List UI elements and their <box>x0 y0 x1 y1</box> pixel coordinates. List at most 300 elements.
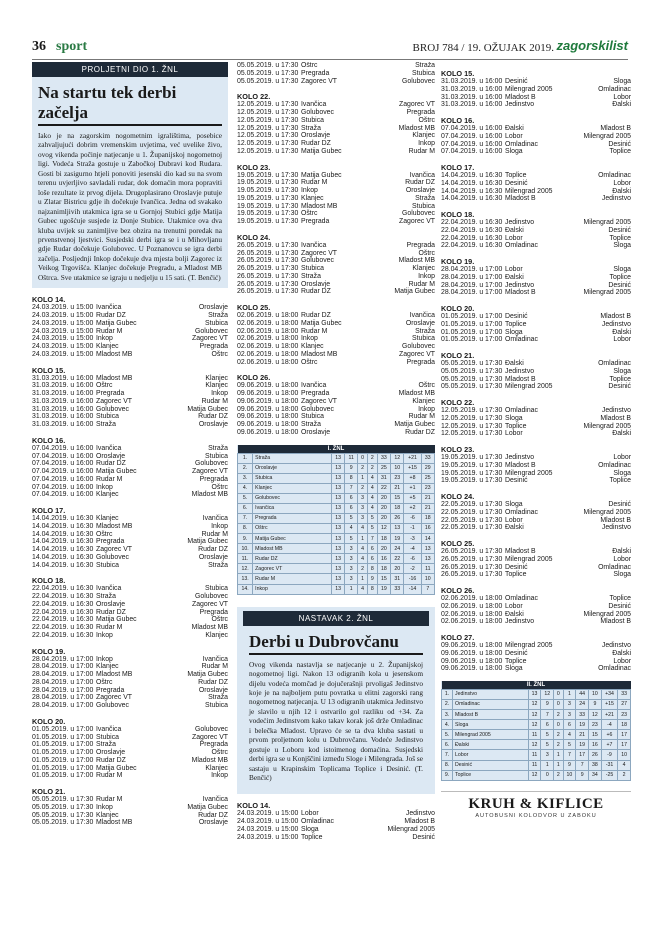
home-team: Oroslavje <box>96 452 126 460</box>
team-name: Milengrad 2005 <box>453 730 529 740</box>
match-row <box>441 611 631 619</box>
match-date: 14.04.2019. u 16:30 <box>32 522 94 530</box>
table-cell: 33 <box>576 710 589 720</box>
away-team: Mladost MB <box>191 491 228 499</box>
table-cell: -25 <box>601 770 617 780</box>
home-team: Omladinac <box>505 595 538 602</box>
match-row <box>441 274 631 282</box>
round-title: KOLO 21. <box>32 787 66 796</box>
home-team: Stubica <box>301 116 324 124</box>
home-team: Omladinac <box>505 242 538 250</box>
fixture-round <box>441 492 631 532</box>
match-date: 12.05.2019. u 17:30 <box>237 147 299 155</box>
home-team: Mladost MB <box>96 671 133 678</box>
table-cell: 9 <box>345 463 358 473</box>
table-row <box>238 473 435 483</box>
match-date: 24.03.2019. u 15:00 <box>237 810 299 818</box>
team-name: Desinić <box>453 760 529 770</box>
column-2 <box>237 62 435 928</box>
away-team: Klanjec <box>412 132 435 140</box>
fixture-round <box>237 801 435 841</box>
match-date: 28.04.2019. u 17:00 <box>32 686 94 694</box>
table-cell: 15 <box>377 574 390 584</box>
table-row <box>442 760 631 770</box>
match-row <box>441 242 631 250</box>
round-title: KOLO 16. <box>32 435 66 445</box>
table-cell: 0 <box>358 453 368 463</box>
away-team: Milengrad 2005 <box>583 610 631 618</box>
table-row <box>442 740 631 750</box>
match-date: 14.04.2019. u 16:30 <box>32 553 94 561</box>
away-team: Pregrada <box>406 241 435 249</box>
match-row <box>441 571 631 579</box>
table-cell: 2 <box>358 483 368 493</box>
table-cell: 33 <box>377 453 390 463</box>
home-team: Toplice <box>505 320 527 328</box>
team-name: Zagorec VT <box>253 564 332 574</box>
home-team: Mladost MB <box>96 350 133 358</box>
match-row <box>441 336 631 344</box>
away-team: Straža <box>208 312 228 319</box>
match-date: 26.05.2019. u 17:30 <box>441 555 503 563</box>
match-row <box>441 501 631 509</box>
match-date: 02.06.2019. u 18:00 <box>237 312 299 319</box>
away-team: Stubica <box>205 585 228 593</box>
table-cell: 5 <box>345 513 358 523</box>
away-team: Inkop <box>211 522 228 530</box>
match-row <box>237 413 435 421</box>
match-date: 19.05.2019. u 17:30 <box>441 469 503 477</box>
home-team: Klanjec <box>96 491 119 499</box>
away-team: Matija Gubec <box>394 421 435 428</box>
issue-info: BROJ 784 / 19. OŽUJAK 2019. <box>412 42 554 54</box>
match-row <box>32 421 228 429</box>
table-cell: -16 <box>404 574 421 584</box>
round-title: KOLO 20. <box>441 304 475 313</box>
table-cell: +15 <box>601 700 617 710</box>
round-title: KOLO 17. <box>32 506 66 515</box>
home-team: Mladost MB <box>96 819 133 827</box>
home-team: Sloga <box>505 665 523 673</box>
match-date: 07.04.2019. u 16:00 <box>441 148 503 156</box>
match-date: 26.05.2019. u 17:30 <box>237 280 299 288</box>
page-number: 36 <box>32 39 46 54</box>
match-row <box>237 834 435 842</box>
away-team: Matija Gubec <box>394 288 435 296</box>
away-team: Stubica <box>205 702 228 709</box>
table-cell: 10 <box>563 770 576 780</box>
home-team: Zagorec VT <box>96 397 132 405</box>
table-cell: 12 <box>528 710 541 720</box>
table-cell: 12 <box>377 524 390 534</box>
match-row <box>32 812 228 820</box>
match-row <box>237 250 435 258</box>
table-cell: 1 <box>358 574 368 584</box>
away-team: Oroslavje <box>198 686 228 694</box>
home-team: Matija Gubec <box>301 147 342 155</box>
away-team: Ivančica <box>202 515 228 522</box>
fixtures-col1 <box>32 295 228 827</box>
away-team: Inkop <box>418 140 435 147</box>
home-team: Rudar M <box>301 327 328 335</box>
away-team: Rudar M <box>408 413 435 421</box>
table-cell: 13 <box>331 463 344 473</box>
fixture-round <box>32 576 228 639</box>
match-row <box>441 180 631 188</box>
table-row <box>442 770 631 780</box>
table-cell: 5 <box>367 513 377 523</box>
round-title: KOLO 27. <box>441 633 475 642</box>
table-cell: 31 <box>377 473 390 483</box>
away-team: Golubovec <box>195 593 228 600</box>
home-team: Sloga <box>505 414 523 422</box>
team-name: Đalski <box>453 740 529 750</box>
round-title: KOLO 19. <box>32 646 66 656</box>
away-team: Pregrada <box>199 608 228 616</box>
match-row <box>237 187 435 195</box>
match-row <box>32 796 228 804</box>
table-cell: 6. <box>238 503 253 513</box>
away-team: Klanjec <box>205 764 228 772</box>
team-name: Pregrada <box>253 513 332 523</box>
home-team: Pregrada <box>96 686 125 694</box>
match-date: 24.03.2019. u 15:00 <box>237 825 299 833</box>
match-row <box>32 765 228 773</box>
match-date: 22.04.2019. u 16:30 <box>441 219 503 226</box>
match-row <box>32 312 228 320</box>
round-title: KOLO 20. <box>32 716 66 726</box>
table-cell: 33 <box>391 584 404 594</box>
away-team: Zagorec VT <box>192 335 228 343</box>
home-team: Oštrc <box>301 358 318 366</box>
ad-banner <box>441 791 631 819</box>
home-team: Klanjec <box>96 811 119 819</box>
match-row <box>32 749 228 757</box>
match-date: 14.04.2019. u 16:30 <box>32 546 94 553</box>
match-row <box>441 141 631 149</box>
away-team: Desinić <box>608 602 631 610</box>
home-team: Rudar DZ <box>96 756 126 764</box>
match-date: 12.05.2019. u 17:30 <box>237 116 299 124</box>
round-title: KOLO 21. <box>441 351 475 360</box>
match-date: 09.06.2019. u 18:00 <box>237 428 299 436</box>
table-cell: 6 <box>345 493 358 503</box>
table-cell: 9 <box>576 770 589 780</box>
table-cell: 12 <box>528 720 541 730</box>
table-cell: 21 <box>421 503 434 513</box>
fixtures-col2 <box>237 62 435 437</box>
home-team: Matija Gubec <box>96 764 137 772</box>
away-team: Oroslavje <box>405 319 435 327</box>
table-cell: 38 <box>589 760 602 770</box>
home-team: Klanjec <box>96 343 119 350</box>
home-team: Golubovec <box>96 405 129 413</box>
away-team: Đalski <box>612 430 631 438</box>
round-title: KOLO 25. <box>237 303 271 312</box>
home-team: Sloga <box>301 825 319 833</box>
table-cell: 9 <box>541 700 554 710</box>
home-team: Sloga <box>505 328 523 336</box>
table-cell: +34 <box>601 690 617 700</box>
match-row <box>237 351 435 359</box>
match-row <box>237 421 435 429</box>
away-team: Desinić <box>608 226 631 234</box>
away-team: Ivančica <box>409 171 435 179</box>
away-team: Lobor <box>613 555 631 563</box>
match-date: 26.05.2019. u 17:30 <box>237 257 299 265</box>
round-title: KOLO 24. <box>441 492 475 501</box>
match-row <box>441 517 631 525</box>
home-team: Zagorec VT <box>301 249 337 257</box>
away-team: Omladinac <box>598 461 631 469</box>
home-team: Toplice <box>505 571 527 579</box>
match-date: 12.05.2019. u 17:30 <box>237 101 299 109</box>
away-team: Ivančica <box>202 796 228 803</box>
home-team: Jedinstvo <box>505 281 535 289</box>
match-row <box>32 562 228 570</box>
table-cell: 15 <box>391 493 404 503</box>
table-cell: 3 <box>541 750 554 760</box>
match-row <box>237 312 435 320</box>
table-cell: 12 <box>391 453 404 463</box>
match-row <box>441 86 631 94</box>
away-team: Matija Gubec <box>187 671 228 678</box>
table-row <box>442 700 631 710</box>
away-team: Jedinstvo <box>601 407 631 414</box>
table-cell: 4 <box>345 524 358 534</box>
match-row <box>32 656 228 664</box>
match-date: 19.05.2019. u 17:30 <box>237 171 299 179</box>
match-row <box>237 281 435 289</box>
away-team: Rudar DZ <box>198 546 228 553</box>
match-date: 01.05.2019. u 17:00 <box>32 725 94 733</box>
article-2znl <box>237 607 435 795</box>
match-date: 28.04.2019. u 17:00 <box>441 273 503 281</box>
away-team: Rudar M <box>408 280 435 288</box>
table-cell: 12 <box>528 740 541 750</box>
away-team: Ivančica <box>202 655 228 663</box>
table-row <box>238 493 435 503</box>
round-title: KOLO 19. <box>441 257 475 266</box>
match-row <box>32 453 228 461</box>
table-cell: 4 <box>358 544 368 554</box>
table-cell: 2 <box>618 770 631 780</box>
table-cell: 20 <box>377 544 390 554</box>
away-team: Toplice <box>609 375 631 383</box>
match-row <box>441 556 631 564</box>
fixture-round <box>441 69 631 109</box>
away-team: Milengrad 2005 <box>583 219 631 226</box>
table-cell: 2. <box>442 700 453 710</box>
table-title: I. ŽNL <box>238 445 435 454</box>
match-row <box>441 321 631 329</box>
match-date: 01.05.2019. u 17:00 <box>32 741 94 749</box>
match-row <box>32 687 228 695</box>
away-team: Oštrc <box>211 350 228 358</box>
away-team: Zagorec VT <box>192 468 228 475</box>
standings-table-2 <box>441 681 631 781</box>
match-date: 19.05.2019. u 17:30 <box>237 210 299 218</box>
table-row <box>238 503 435 513</box>
match-row <box>32 515 228 523</box>
match-row <box>441 407 631 415</box>
match-date: 19.05.2019. u 17:30 <box>441 454 503 461</box>
table-cell: 21 <box>391 483 404 493</box>
home-team: Toplice <box>505 422 527 430</box>
match-row <box>32 382 228 390</box>
away-team: Inkop <box>211 772 228 780</box>
round-title: KOLO 23. <box>441 445 475 454</box>
table-cell: 9 <box>589 700 602 710</box>
away-team: Desinić <box>608 383 631 391</box>
away-team: Omladinac <box>598 85 631 93</box>
match-row <box>32 406 228 414</box>
match-date: 02.06.2019. u 18:00 <box>441 595 503 602</box>
table-row <box>442 730 631 740</box>
match-row <box>441 133 631 141</box>
match-row <box>441 618 631 626</box>
match-date: 31.03.2019. u 16:00 <box>441 78 503 85</box>
match-date: 22.04.2019. u 16:30 <box>441 242 503 250</box>
team-name: Straža <box>253 453 332 463</box>
match-row <box>441 548 631 556</box>
home-team: Sloga <box>505 148 523 156</box>
home-team: Jedinstvo <box>505 219 535 226</box>
away-team: Straža <box>208 694 228 702</box>
table-cell: 4 <box>367 483 377 493</box>
table-cell: 1 <box>358 534 368 544</box>
match-date: 14.04.2019. u 16:30 <box>32 538 94 546</box>
home-team: Đalski <box>505 360 524 367</box>
match-date: 28.04.2019. u 17:00 <box>32 663 94 671</box>
table-cell: 13 <box>331 483 344 493</box>
home-team: Inkop <box>96 483 113 491</box>
home-team: Milengrad 2005 <box>505 383 553 391</box>
table-cell: -6 <box>404 554 421 564</box>
table-cell: 12 <box>541 690 554 700</box>
table-cell: 13 <box>331 584 344 594</box>
match-row <box>237 179 435 187</box>
table-row <box>238 544 435 554</box>
table-cell: 27 <box>618 700 631 710</box>
away-team: Sloga <box>613 266 631 273</box>
away-team: Oštrc <box>418 116 435 124</box>
match-row <box>237 132 435 140</box>
home-team: Matija Gubec <box>301 319 342 327</box>
away-team: Rudar M <box>201 663 228 671</box>
match-date: 09.06.2019. u 18:00 <box>237 405 299 413</box>
team-name: Mladost B <box>453 710 529 720</box>
table-cell: 18 <box>391 503 404 513</box>
table-cell: 26 <box>391 513 404 523</box>
match-row <box>237 398 435 406</box>
match-row <box>237 218 435 226</box>
home-team: Matija Gubec <box>96 616 137 624</box>
home-team: Straža <box>96 421 116 428</box>
home-team: Jedinstvo <box>505 367 535 375</box>
table-cell: 20 <box>377 513 390 523</box>
home-team: Ivančica <box>96 304 122 312</box>
team-name: Toplice <box>453 770 529 780</box>
table-cell: 7. <box>442 750 453 760</box>
table-cell: 33 <box>421 453 434 463</box>
match-date: 14.04.2019. u 16:30 <box>32 561 94 569</box>
home-team: Ivančica <box>96 585 122 593</box>
match-date: 26.05.2019. u 17:30 <box>237 241 299 249</box>
home-team: Omladinac <box>505 140 538 148</box>
fixture-round <box>32 647 228 710</box>
match-date: 28.04.2019. u 17:00 <box>32 671 94 678</box>
table-cell: 29 <box>421 463 434 473</box>
home-team: Desinić <box>505 179 528 187</box>
home-team: Golubovec <box>96 553 129 561</box>
away-team: Lobor <box>613 454 631 461</box>
match-date: 28.04.2019. u 17:00 <box>441 281 503 289</box>
match-row <box>441 595 631 603</box>
away-team: Lobor <box>613 336 631 344</box>
match-date: 05.05.2019. u 17:30 <box>441 383 503 391</box>
table-row <box>238 483 435 493</box>
match-row <box>32 531 228 539</box>
home-team: Ivančica <box>301 241 327 249</box>
table-cell: 1 <box>541 760 554 770</box>
match-date: 19.05.2019. u 17:30 <box>237 218 299 225</box>
match-row <box>32 460 228 468</box>
fixtures-col2-bottom <box>237 801 435 841</box>
table-row <box>442 690 631 700</box>
away-team: Oroslavje <box>198 553 228 561</box>
away-team: Rudar DZ <box>405 179 435 187</box>
table-cell: 0 <box>554 720 563 730</box>
match-row <box>441 125 631 133</box>
home-team: Rudar DZ <box>96 608 126 616</box>
away-team: Ivančica <box>409 312 435 319</box>
match-row <box>237 818 435 826</box>
home-team: Inkop <box>301 335 318 343</box>
match-row <box>32 538 228 546</box>
home-team: Klanjec <box>301 194 324 202</box>
table-cell: 10. <box>238 544 253 554</box>
away-team: Klanjec <box>205 631 228 639</box>
table-cell: 25 <box>377 463 390 473</box>
table-cell: 12 <box>528 770 541 780</box>
away-team: Rudar DZ <box>198 811 228 819</box>
match-date: 05.05.2019. u 17:30 <box>237 62 299 69</box>
match-date: 22.04.2019. u 16:30 <box>32 593 94 600</box>
fixture-round <box>441 351 631 391</box>
fixture-round <box>32 717 228 780</box>
match-date: 02.06.2019. u 18:00 <box>237 343 299 350</box>
away-team: Pregrada <box>199 343 228 350</box>
match-date: 28.04.2019. u 17:00 <box>32 655 94 663</box>
table-cell: +21 <box>404 453 421 463</box>
table-cell: 8. <box>442 760 453 770</box>
away-team: Đalski <box>612 328 631 336</box>
match-row <box>441 376 631 384</box>
match-row <box>441 415 631 423</box>
ad-brand: KRUH & KIFLICE <box>468 795 604 812</box>
match-date: 22.04.2019. u 16:30 <box>32 600 94 608</box>
table-cell: 3. <box>238 473 253 483</box>
home-team: Stubica <box>301 413 324 421</box>
away-team: Golubovec <box>195 460 228 468</box>
table-cell: 13 <box>331 544 344 554</box>
match-date: 28.04.2019. u 17:00 <box>441 289 503 297</box>
away-team: Golubovec <box>195 725 228 733</box>
ad-tagline: AUTOBUSNI KOLODVOR U ZABOKU <box>475 812 597 819</box>
match-row <box>32 390 228 398</box>
away-team: Oroslavje <box>198 819 228 827</box>
